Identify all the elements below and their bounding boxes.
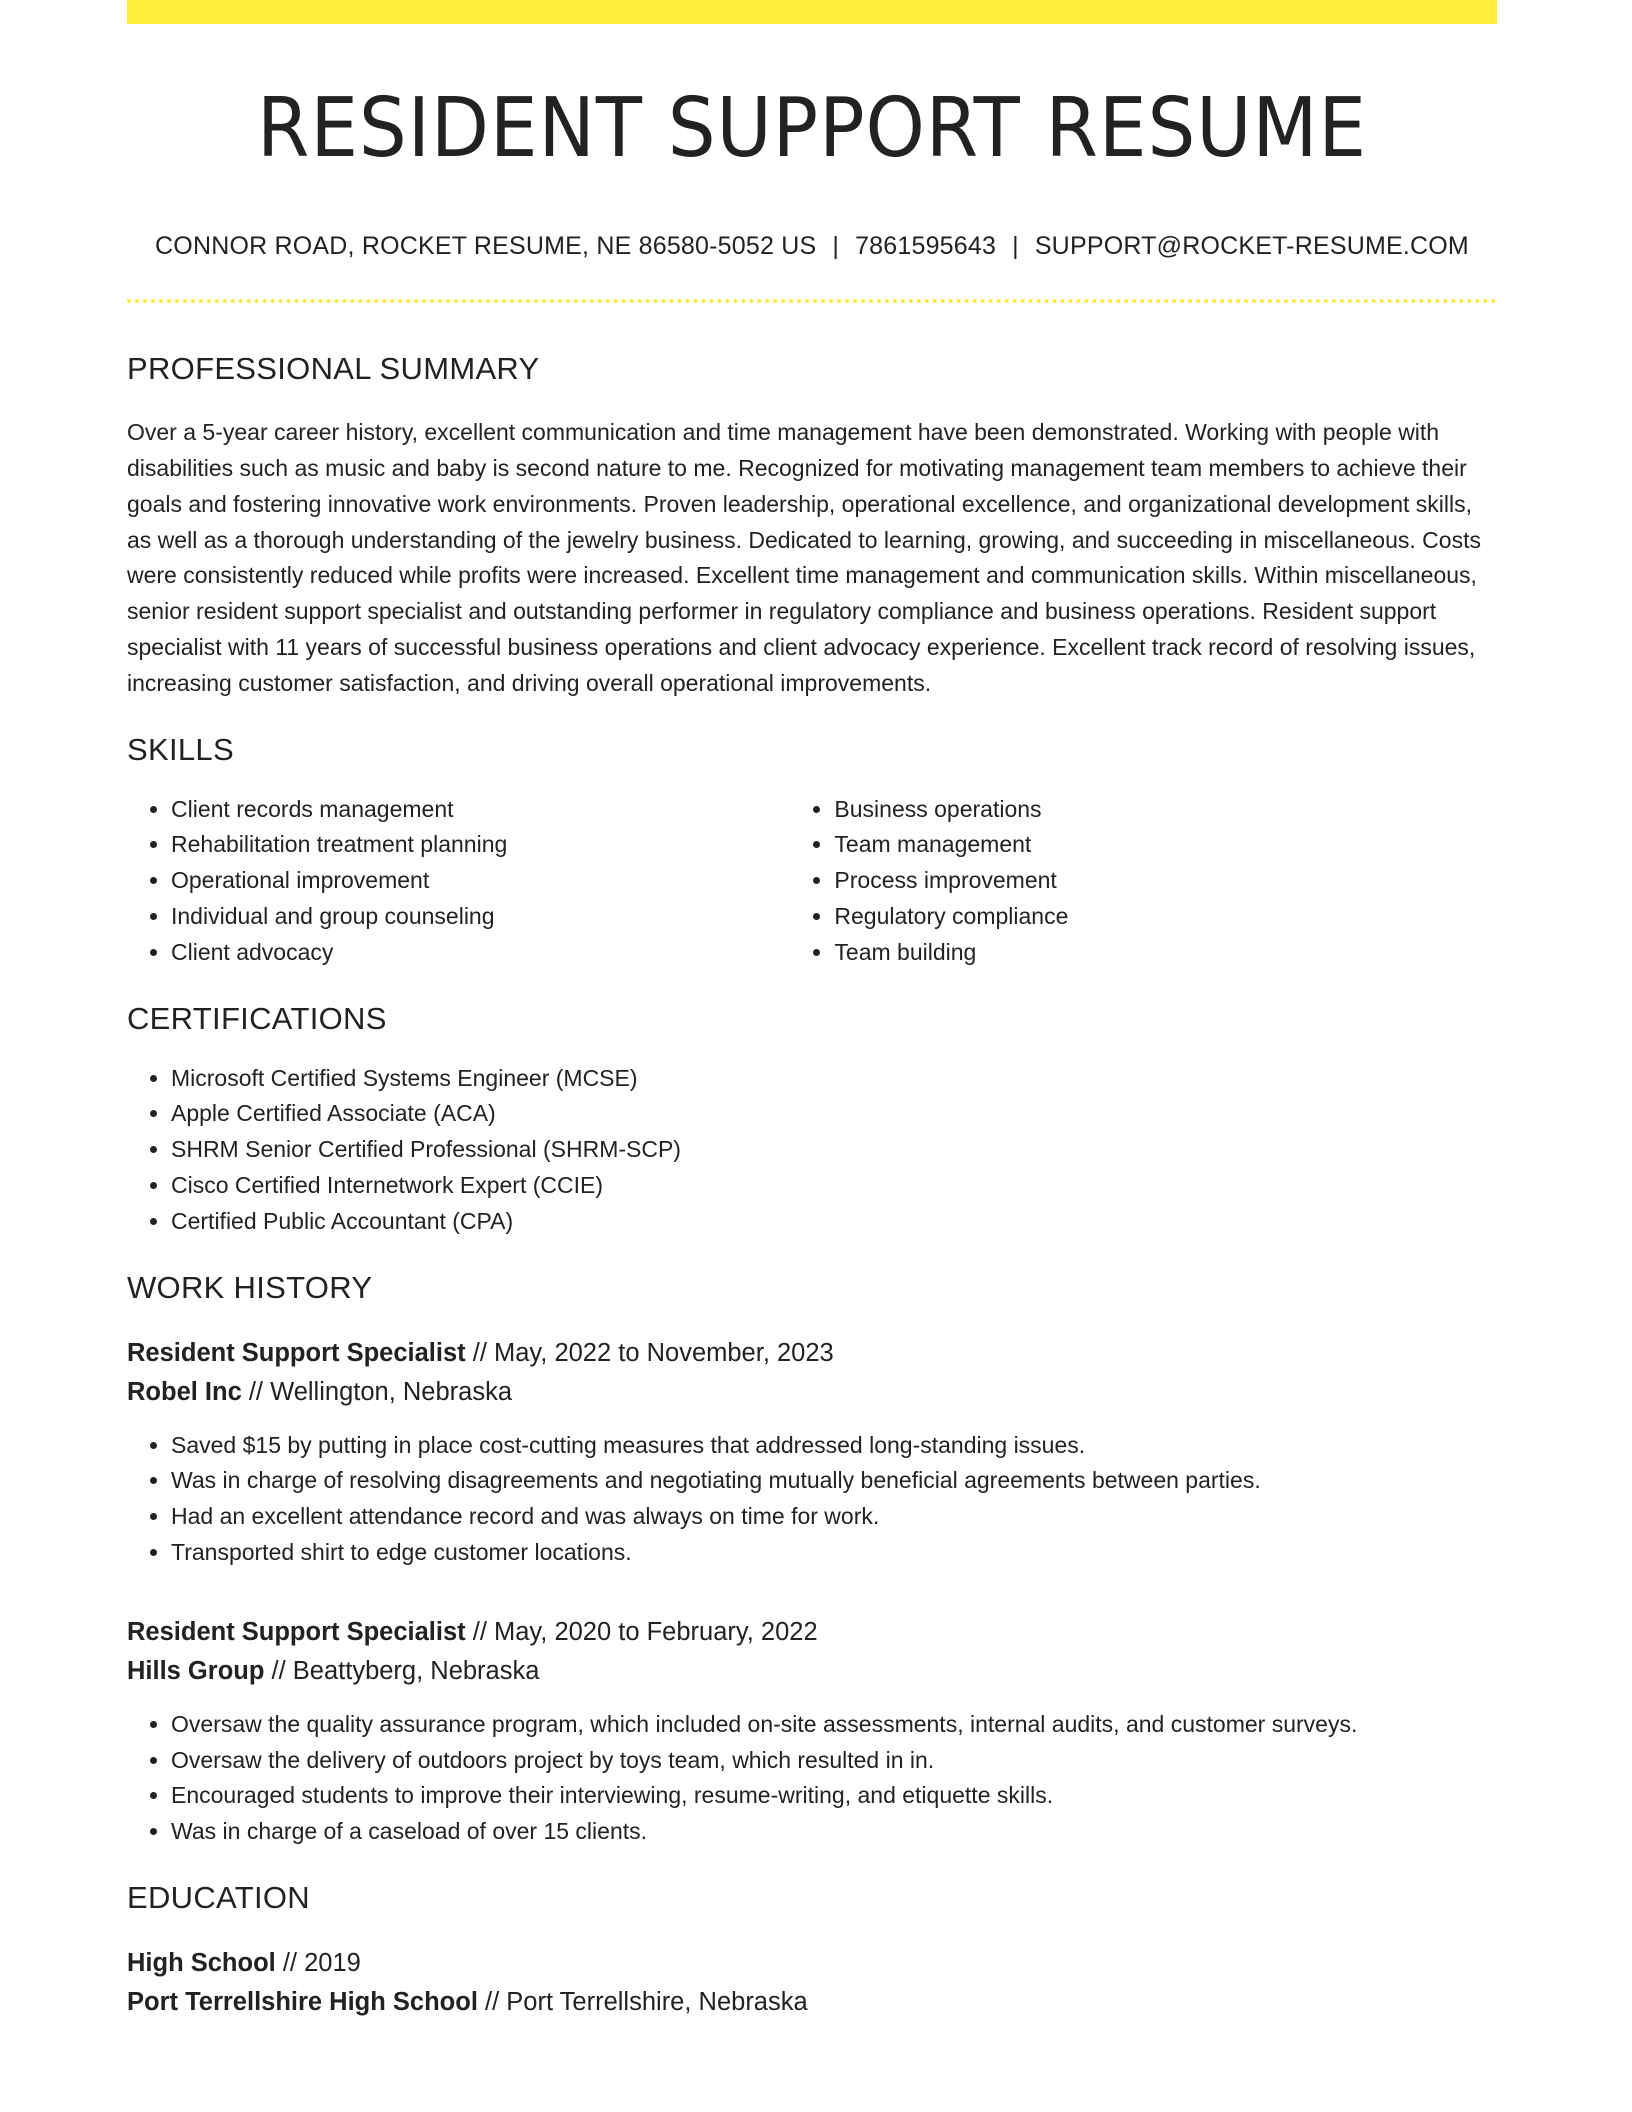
certifications-heading: CERTIFICATIONS [127,1000,387,1036]
education-heading: EDUCATION [127,1879,310,1915]
contact-address: CONNOR ROAD, ROCKET RESUME, NE 86580-5052 US [155,232,817,261]
job-dates: // May, 2020 to February, 2022 [465,1617,818,1646]
contact-phone[interactable]: 7861595643 [855,232,997,261]
skill-item: • Team management [834,827,1497,863]
certification-item: • Microsoft Certified Systems Engineer (MCSE) [171,1061,1497,1097]
skills-heading: SKILLS [127,731,234,767]
education-entry [127,1944,1497,2022]
resume-page [127,0,1497,2022]
job-title: Resident Support Specialist [127,1617,466,1646]
contact-separator: | [832,232,840,261]
job-dates: // May, 2022 to November, 2023 [465,1338,834,1367]
education-degree: High School [127,1948,276,1977]
job-title-line [127,1334,1497,1373]
contact-separator: | [1012,232,1019,261]
contact-email[interactable]: SUPPORT@ROCKET-RESUME.COM [1034,232,1469,261]
contact-line [127,232,1497,261]
summary-text: Over a 5-year career history, excellent communication and time management have been demonstrated. Working with people with disabilities such as music and baby is second nature to me. Recognized for motivating management team members to achieve their goals and fostering innovative work environments. Proven leadership, operational excellence, and organizational development skills, as well as a thorough understanding of the jewelry business. Dedicated to learning, growing, and succeeding in miscellaneous. Costs were consistently reduced while profits were increased. Excellent time management and communication skills. Within miscellaneous, senior resident support specialist and outstanding performer in regulatory compliance and business operations. Resident support specialist with 11 years of successful business operations and client advocacy experience. Excellent track record of resolving issues, increasing customer satisfaction, and driving overall operational improvements. [127,419,1481,696]
certification-item: • Cisco Certified Internetwork Expert (CCIE) [171,1168,1497,1204]
certification-item: • Certified Public Accountant (CPA) [171,1204,1497,1240]
certification-item: • SHRM Senior Certified Professional (SHRM-SCP) [171,1132,1497,1168]
skill-item: • Individual and group counseling [171,899,790,935]
job-title-line [127,1613,1497,1652]
skill-item: • Regulatory compliance [834,899,1497,935]
job-bullet: • Transported shirt to edge customer locations. [171,1535,1497,1571]
job-company: Hills Group [127,1656,265,1685]
education-degree-line [127,1944,1497,1983]
dotted-divider [127,299,1497,303]
job-title: Resident Support Specialist [127,1338,466,1367]
job-bullet: • Saved $15 by putting in place cost-cutting measures that addressed long-standing issues. [171,1428,1497,1464]
accent-top-bar [127,0,1497,24]
education-school: Port Terrellshire High School [127,1987,478,2016]
skill-item: • Client records management [171,792,790,828]
education-location: // Port Terrellshire, Nebraska [477,1987,808,2016]
skill-item: • Business operations [834,792,1497,828]
summary-heading: PROFESSIONAL SUMMARY [127,351,540,387]
job-entry [127,1334,1497,1571]
job-company-line [127,1373,1497,1412]
job-bullet: • Oversaw the quality assurance program, which included on-site assessments, internal audits, and customer surveys. [171,1707,1497,1743]
job-location: // Wellington, Nebraska [241,1377,513,1406]
skill-item: • Process improvement [834,863,1497,899]
skills-column-right [790,792,1497,971]
education-year: // 2019 [275,1948,361,1977]
job-company: Robel Inc [127,1377,242,1406]
job-company-line [127,1652,1497,1691]
skill-item: • Operational improvement [171,863,790,899]
job-entry [127,1613,1497,1850]
job-bullet: • Was in charge of a caseload of over 15 clients. [171,1814,1497,1850]
job-bullets [127,1428,1497,1571]
job-bullet: • Was in charge of resolving disagreements and negotiating mutually beneficial agreements between parties. [171,1463,1497,1499]
education-school-line [127,1983,1497,2022]
skills-column-left [127,792,790,971]
skill-item: • Team building [834,935,1497,971]
job-bullet: • Oversaw the delivery of outdoors project by toys team, which resulted in in. [171,1743,1497,1779]
skill-item: • Rehabilitation treatment planning [171,827,790,863]
job-bullet: • Encouraged students to improve their interviewing, resume-writing, and etiquette skills. [171,1778,1497,1814]
skill-item: • Client advocacy [171,935,790,971]
skills-list [127,792,1497,971]
resume-title: RESIDENT SUPPORT RESUME [256,81,1368,176]
job-bullets [127,1707,1497,1850]
work-history-heading: WORK HISTORY [127,1269,373,1305]
certifications-list [127,1061,1497,1240]
job-bullet: • Had an excellent attendance record and was always on time for work. [171,1499,1497,1535]
certification-item: • Apple Certified Associate (ACA) [171,1096,1497,1132]
job-location: // Beattyberg, Nebraska [264,1656,540,1685]
